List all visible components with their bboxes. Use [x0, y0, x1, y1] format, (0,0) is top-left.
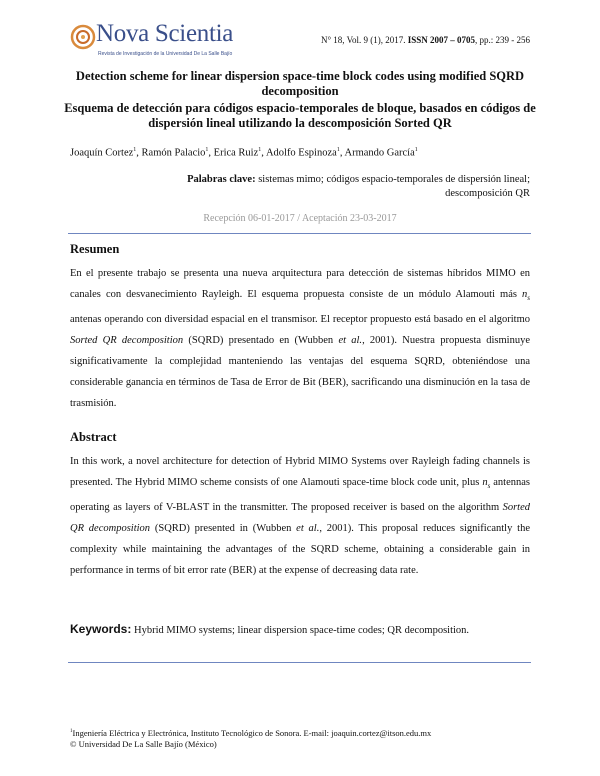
journal-logo	[68, 20, 248, 64]
author: Erica Ruiz	[213, 147, 259, 159]
journal-prefix: N° 18, Vol. 9 (1), 2017.	[320, 35, 408, 45]
author-affiliation-mark: 1	[336, 147, 340, 153]
ns-subscript: s	[487, 482, 491, 491]
keywords-text: Hybrid MIMO systems; linear dispersion space-time codes; QR decomposition.	[133, 625, 470, 636]
resumen-italic: et al.	[338, 335, 363, 347]
ns-letter: n	[522, 289, 528, 300]
palabras-clave-label: Palabras clave:	[187, 174, 256, 185]
abstract-text: antennas operating as layers of V-BLAST in the transmitter. The proposed receiver is based on the algorithm	[70, 477, 531, 514]
logo-text: Nova Scientia	[96, 20, 234, 47]
ns-subscript: s	[527, 294, 531, 303]
title-english: Detection scheme for linear dispersion space-time block codes using modified SQRD decomposition	[75, 69, 525, 98]
author-affiliation-mark: 1	[258, 147, 262, 153]
journal-info	[321, 35, 530, 45]
resumen-text: antenas operando con diversidad espacial en el transmisor. El receptor propuesto está basado en el algoritmo	[70, 314, 530, 326]
reception-dates: Recepción 06-01-2017 / Aceptación 23-03-2017	[203, 213, 397, 224]
journal-issn: ISSN 2007 – 0705	[407, 35, 475, 45]
resumen-italic: Sorted QR decomposition	[70, 335, 184, 347]
abstract-heading: Abstract	[70, 430, 117, 444]
divider	[68, 662, 531, 663]
palabras-clave-text: sistemas mimo; códigos espacio-temporales de dispersión lineal; descomposición QR	[258, 174, 530, 199]
author-affiliation-mark: 1	[133, 147, 137, 153]
author-list: Joaquín Cortez$^1$, Ramón Palacio$^1$, Erica Ruiz$^1$, Adolfo Espinoza$^1$, Armando García$^1$	[70, 147, 418, 159]
journal-pages: , pp.: 239 - 256	[475, 35, 530, 45]
author: Ramón Palacio	[141, 147, 206, 159]
footnote	[70, 726, 431, 750]
title-spanish: Esquema de detección para códigos espacio-temporales de bloque, basados en códigos de dispersión lineal utilizando la descomposición Sorted QR	[64, 101, 536, 130]
abstract-italic: Sorted QR decomposition	[70, 502, 531, 535]
abstract-text: (SQRD) presented in (Wubben	[154, 523, 292, 535]
nova-swirl-icon	[68, 22, 98, 52]
keywords	[70, 622, 469, 636]
author-affiliation-mark: 1	[205, 147, 209, 153]
author-affiliation-mark: 1	[414, 147, 418, 153]
palabras-clave	[170, 173, 530, 201]
resumen-text: En el presente trabajo se presenta una nueva arquitectura para detección de sistemas híbridos MIMO en canales con desvanecimiento Rayleigh. El esquema propuesta consiste de un módulo Alamouti más	[70, 268, 530, 300]
abstract-italic: et al.	[296, 523, 320, 535]
abstract-body	[70, 451, 530, 581]
keywords-label: Keywords:	[70, 622, 132, 636]
footnote-copyright: © Universidad De La Salle Bajío (México)	[70, 738, 217, 749]
author: Adolfo Espinoza	[265, 147, 337, 159]
resumen-text: , 2001). Nuestra propuesta disminuye significativamente la complejidad manteniendo las ventajas del esquema SQRD, obteniéndose una considerable ganancia en términos de Tasa de Error de Bit (BER), sacrificando una disminución en la tasa de trasmisión.	[70, 335, 531, 410]
ns-symbol	[482, 477, 491, 491]
abstract-text: , 2001). This proposal reduces significantly the complexity while maintaining the advantages of the SQRD scheme, obtaining a considerable gain in performance in terms of bit error rate (BER) at the expense of decreasing data rate.	[70, 523, 530, 577]
footnote-affiliation-text: Ingeniería Eléctrica y Electrónica, Instituto Tecnológico de Sonora. E-mail: joaquin.cortez@itson.edu.mx	[72, 727, 432, 738]
divider	[68, 233, 531, 234]
abstract-text: In this work, a novel architecture for detection of Hybrid MIMO Systems over Rayleigh fading channels is presented. The Hybrid MIMO scheme consists of one Alamouti space-time block code unit, plus	[70, 456, 530, 488]
ns-symbol	[522, 289, 531, 303]
ns-letter: n	[482, 477, 488, 488]
footnote-mark: 1	[70, 729, 73, 734]
logo-subtitle: Revista de Investigación de la Universidad De La Salle Bajío	[98, 51, 233, 57]
author: Joaquín Cortez	[70, 147, 134, 159]
resumen-heading: Resumen	[70, 242, 120, 256]
footnote-affiliation	[70, 726, 431, 739]
resumen-text: (SQRD) presentado en (Wubben	[188, 335, 334, 347]
author: Armando García	[344, 147, 415, 159]
resumen-body	[70, 263, 530, 414]
